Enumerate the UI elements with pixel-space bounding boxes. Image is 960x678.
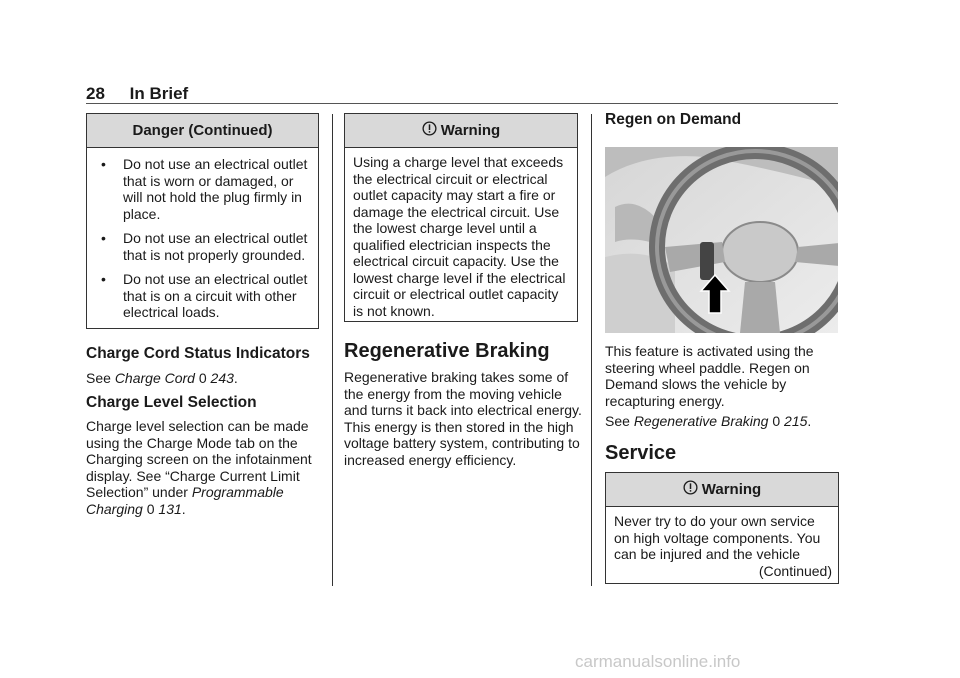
page-number: 28 <box>86 84 105 103</box>
ref-arrow: 0 <box>198 370 207 386</box>
warning-box-header <box>345 114 577 148</box>
warning-icon <box>422 121 437 141</box>
warning-box-header <box>606 473 838 507</box>
danger-box <box>86 113 319 329</box>
charge-cord-link[interactable]: Charge Cord <box>114 370 195 386</box>
page-ref[interactable]: 131 <box>158 500 182 517</box>
warning-text: Using a charge level that exceeds the electrical circuit or electrical outlet capacity may start a fire or damage the electrical circuit. Use the lowest charge level until a qualified electrician inspects the electrical circuit capacity. Use the lowest charge level if the electrical circuit or electrical outlet capacity is not known. <box>353 154 566 319</box>
danger-bullet-text: Do not use an electrical outlet that is on a circuit with other electrical loads. <box>123 271 308 320</box>
bullet-mark: • <box>101 271 106 287</box>
warning-title: Warning <box>701 481 762 498</box>
danger-bullet-text: Do not use an electrical outlet that is worn or damaged, or will not hold the plug firmly in place. <box>123 156 308 222</box>
column-divider-2 <box>591 114 592 586</box>
regenerative-braking-text: Regenerative braking takes some of the energy from the moving vehicle and turns it back into electrical energy. This energy is then stored in the high voltage battery system, contributing to increased energy efficiency. <box>344 369 582 468</box>
danger-box-title: Danger (Continued) <box>87 114 318 148</box>
regen-on-demand-heading: Regen on Demand <box>605 111 742 128</box>
bullet-mark: • <box>101 230 106 246</box>
see-label: See <box>605 413 634 429</box>
watermark: carmanualsonline.info <box>575 652 741 671</box>
warning-box <box>344 113 578 322</box>
regenerative-braking-link[interactable]: Regenerative Braking <box>633 413 769 429</box>
warning-title: Warning <box>440 122 501 139</box>
see-label: See <box>86 370 115 386</box>
regenerative-braking-heading: Regenerative Braking <box>344 340 550 362</box>
page-ref[interactable]: 215 <box>784 413 808 429</box>
regen-on-demand-see: See Regenerative Braking 0 215. <box>605 413 812 429</box>
status-indicators-see: See Charge Cord 0 243. <box>86 370 238 386</box>
danger-bullet <box>87 230 310 263</box>
service-heading: Service <box>605 442 677 464</box>
continued-label: (Continued) <box>758 562 832 579</box>
charge-level-text: Charge level selection can be made using the Charge Mode tab on the Charging screen on the infotainment display. See “Charge Current Limit Selection” under Programmable Charging 0 131. <box>86 418 312 517</box>
danger-box-body <box>87 148 318 335</box>
status-indicators-heading: Charge Cord Status Indicators <box>86 345 310 362</box>
warning-icon <box>683 480 698 500</box>
page-header <box>86 84 188 104</box>
steering-wheel-image <box>605 147 838 333</box>
section-title: In Brief <box>129 84 189 103</box>
danger-bullet <box>87 271 310 321</box>
ref-arrow: 0 <box>772 413 781 429</box>
header-rule <box>86 103 838 104</box>
danger-bullet-text: Do not use an electrical outlet that is not properly grounded. <box>123 230 308 263</box>
bullet-mark: • <box>101 156 106 172</box>
programmable-charging-link[interactable]: Programmable Charging <box>86 484 284 517</box>
regen-on-demand-text: This feature is activated using the steering wheel paddle. Regen on Demand slows the vehicle by recapturing energy. <box>605 343 814 409</box>
charge-level-heading: Charge Level Selection <box>86 394 257 411</box>
ref-arrow: 0 <box>146 500 155 517</box>
column-divider-1 <box>332 114 333 586</box>
charge-level-body: Charge level selection can be made using the Charge Mode tab on the Charging screen on the infotainment display. See “Charge Current Limit Selection” under <box>86 418 312 500</box>
page-ref[interactable]: 243 <box>210 370 234 386</box>
danger-bullet <box>87 156 310 222</box>
service-warning-box <box>605 472 839 584</box>
service-warning-text: Never try to do your own service on high voltage components. You can be injured and the vehicle <box>614 513 821 562</box>
